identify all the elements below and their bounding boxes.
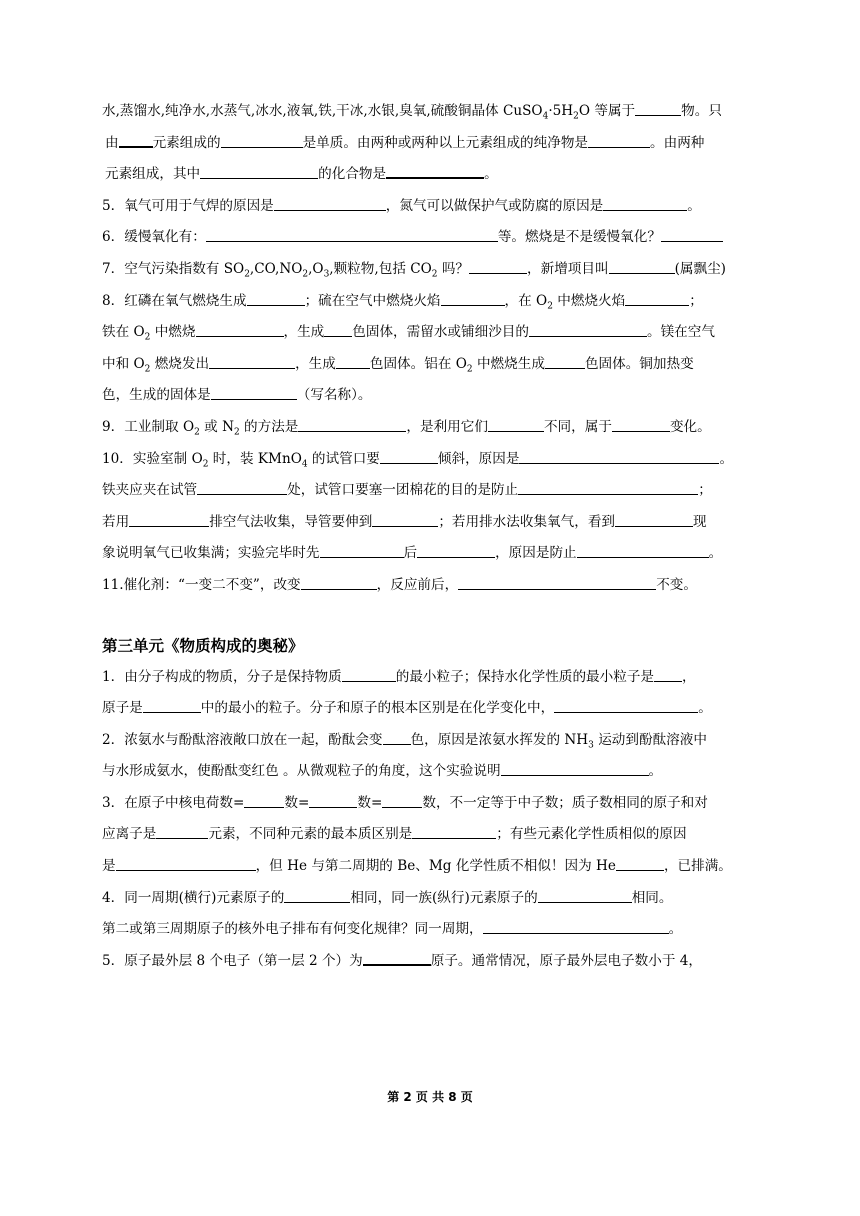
blank[interactable] bbox=[609, 257, 675, 274]
blank[interactable] bbox=[206, 225, 498, 242]
blank[interactable] bbox=[554, 696, 698, 713]
unit3-question-2: 2．浓氨水与酚酞溶液敞口放在一起，酚酞会变 色，原因是浓氨水挥发的 $NH_3$ 运动到酚酞溶液中 bbox=[102, 725, 758, 757]
blank[interactable] bbox=[301, 573, 377, 590]
blank[interactable] bbox=[654, 665, 682, 682]
blank[interactable] bbox=[298, 415, 406, 432]
blank[interactable] bbox=[129, 510, 209, 527]
blank[interactable] bbox=[200, 162, 318, 179]
line-helium: 是 ，但 He 与第二周期的 Be、Mg 化学性质不相似！因为 He ，已排满。 bbox=[102, 851, 758, 883]
blank[interactable] bbox=[221, 131, 303, 148]
blank[interactable] bbox=[458, 573, 656, 590]
blank[interactable] bbox=[412, 822, 496, 839]
blank[interactable] bbox=[119, 130, 153, 148]
blank[interactable] bbox=[320, 541, 404, 558]
blank[interactable] bbox=[661, 225, 723, 242]
blank[interactable] bbox=[545, 352, 585, 369]
section-title: 第三单元《物质构成的奥秘》 bbox=[102, 636, 304, 655]
blank[interactable] bbox=[616, 854, 664, 871]
question-5: 5．氧气可用于气焊的原因是 ，氮气可以做保护气或防腐的原因是 。 bbox=[102, 191, 758, 223]
blank[interactable] bbox=[143, 696, 201, 713]
blank[interactable] bbox=[615, 510, 693, 527]
blank[interactable] bbox=[417, 541, 495, 558]
blank[interactable] bbox=[156, 822, 208, 839]
blank[interactable] bbox=[603, 194, 687, 211]
blank[interactable] bbox=[284, 886, 350, 903]
blank[interactable] bbox=[501, 759, 649, 776]
blank[interactable] bbox=[363, 948, 431, 966]
unit3-question-4: 4．同一周期(横行)元素原子的 相同，同一族(纵行)元素原子的 相同。 bbox=[102, 883, 758, 915]
line-iron-combustion: 铁在 $O_2$ 中燃烧 ，生成 色固体，需留水或铺细沙目的 。镁在空气 bbox=[102, 317, 758, 349]
blank[interactable] bbox=[469, 257, 527, 274]
line-copper: 色，生成的固体是 （写名称）。 bbox=[102, 380, 758, 412]
blank[interactable] bbox=[518, 478, 698, 495]
blank[interactable] bbox=[116, 854, 256, 871]
blank[interactable] bbox=[247, 289, 305, 306]
blank[interactable] bbox=[529, 320, 647, 337]
blank[interactable] bbox=[382, 791, 422, 808]
question-6: 6．缓慢氧化有： 等。燃烧是不是缓慢氧化？ bbox=[102, 222, 758, 254]
unit3-question-3: 3．在原子中核电荷数= 数= 数= 数，不一定等于中子数；质子数相同的原子和对 bbox=[102, 788, 758, 820]
blank[interactable] bbox=[519, 447, 719, 464]
blank[interactable] bbox=[372, 510, 438, 527]
blank[interactable] bbox=[342, 665, 396, 682]
blank[interactable] bbox=[383, 728, 411, 745]
blank[interactable] bbox=[324, 320, 352, 337]
unit3-question-5: 5．原子最外层 8 个电子（第一层 2 个）为 原子。通常情况，原子最外层电子数小于 4， bbox=[102, 946, 758, 978]
blank[interactable] bbox=[577, 541, 709, 558]
blank[interactable] bbox=[625, 289, 689, 306]
blank[interactable] bbox=[441, 289, 505, 306]
question-10: 10．实验室制 $O_2$ 时，装 KMnO$_4$ 的试管口要 倾斜，原因是 。 bbox=[102, 444, 758, 476]
blank[interactable] bbox=[244, 791, 284, 808]
blank[interactable] bbox=[538, 886, 632, 903]
line-substance-list: 水,蒸馏水,纯净水,水蒸气,冰水,液氧,铁,干冰,水银,臭氧,硫酸铜晶体 $CuSO_4\cdot 5H_2O$ 等属于 物。只 bbox=[102, 96, 758, 128]
blank[interactable] bbox=[612, 415, 670, 432]
question-8: 8．红磷在氧气燃烧生成 ；硫在空气中燃烧火焰 ，在 $O_2$ 中燃烧火焰 ； bbox=[102, 286, 758, 318]
line-experiment-finish: 象说明氧气已收集满；实验完毕时先 后 ，原因是防止 。 bbox=[102, 538, 758, 570]
page-footer: 第 2 页 共 8 页 bbox=[387, 1090, 473, 1104]
blank[interactable] bbox=[635, 99, 681, 116]
question-11: 11.催化剂：“一变二不变”，改变 ，反应前后， 不变。 bbox=[102, 570, 758, 602]
blank[interactable] bbox=[483, 917, 669, 934]
blank[interactable] bbox=[211, 383, 297, 400]
blank[interactable] bbox=[197, 478, 287, 495]
blank[interactable] bbox=[380, 447, 438, 464]
line-oxide: 元素组成，其中 的化合物是 。 bbox=[102, 159, 758, 191]
line-electron-pattern: 第二或第三周期原子的核外电子排布有何变化规律？同一周期， 。 bbox=[102, 914, 758, 946]
blank[interactable] bbox=[274, 194, 386, 211]
blank[interactable] bbox=[386, 161, 484, 179]
blank[interactable] bbox=[588, 131, 650, 148]
question-9: 9．工业制取 $O_2$ 或 $N_2$ 的方法是 ，是利用它们 不同，属于 变化。 bbox=[102, 412, 758, 444]
blank[interactable] bbox=[309, 791, 357, 808]
line-magnesium-aluminium: 中和 $O_2$ 燃烧发出 ，生成 色固体。铝在 $O_2$ 中燃烧生成 色固体。铜加热变 bbox=[102, 349, 758, 381]
line-elementary-substance: 由 元素组成的 是单质。由两种或两种以上元素组成的纯净物是 。由两种 bbox=[102, 128, 758, 160]
line-ammonia-experiment: 与水形成氨水，使酚酞变红色 。从微观粒子的角度，这个实验说明 。 bbox=[102, 756, 758, 788]
blank[interactable] bbox=[196, 320, 284, 337]
line-iron-clamp: 铁夹应夹在试管 处，试管口要塞一团棉花的目的是防止 ； bbox=[102, 475, 758, 507]
question-7: 7．空气污染指数有 $SO_2,CO,NO_2,O_3$,颗粒物,包括 $CO_2$ 吗？ ，新增项目叫 (属飘尘) bbox=[102, 254, 758, 286]
blank[interactable] bbox=[209, 352, 295, 369]
line-gas-collection: 若用 排空气法收集，导管要伸到 ；若用排水法收集氧气，看到 现 bbox=[102, 507, 758, 539]
document-body bbox=[102, 96, 758, 977]
line-atom-definition: 原子是 中的最小的粒子。分子和原子的根本区别是在化学变化中， 。 bbox=[102, 693, 758, 725]
blank[interactable] bbox=[488, 415, 544, 432]
unit3-question-1: 1．由分子构成的物质，分子是保持物质 的最小粒子；保持水化学性质的最小粒子是 ， bbox=[102, 662, 758, 694]
line-ion-element: 应离子是 元素，不同种元素的最本质区别是 ；有些元素化学性质相似的原因 bbox=[102, 819, 758, 851]
blank[interactable] bbox=[336, 352, 370, 369]
